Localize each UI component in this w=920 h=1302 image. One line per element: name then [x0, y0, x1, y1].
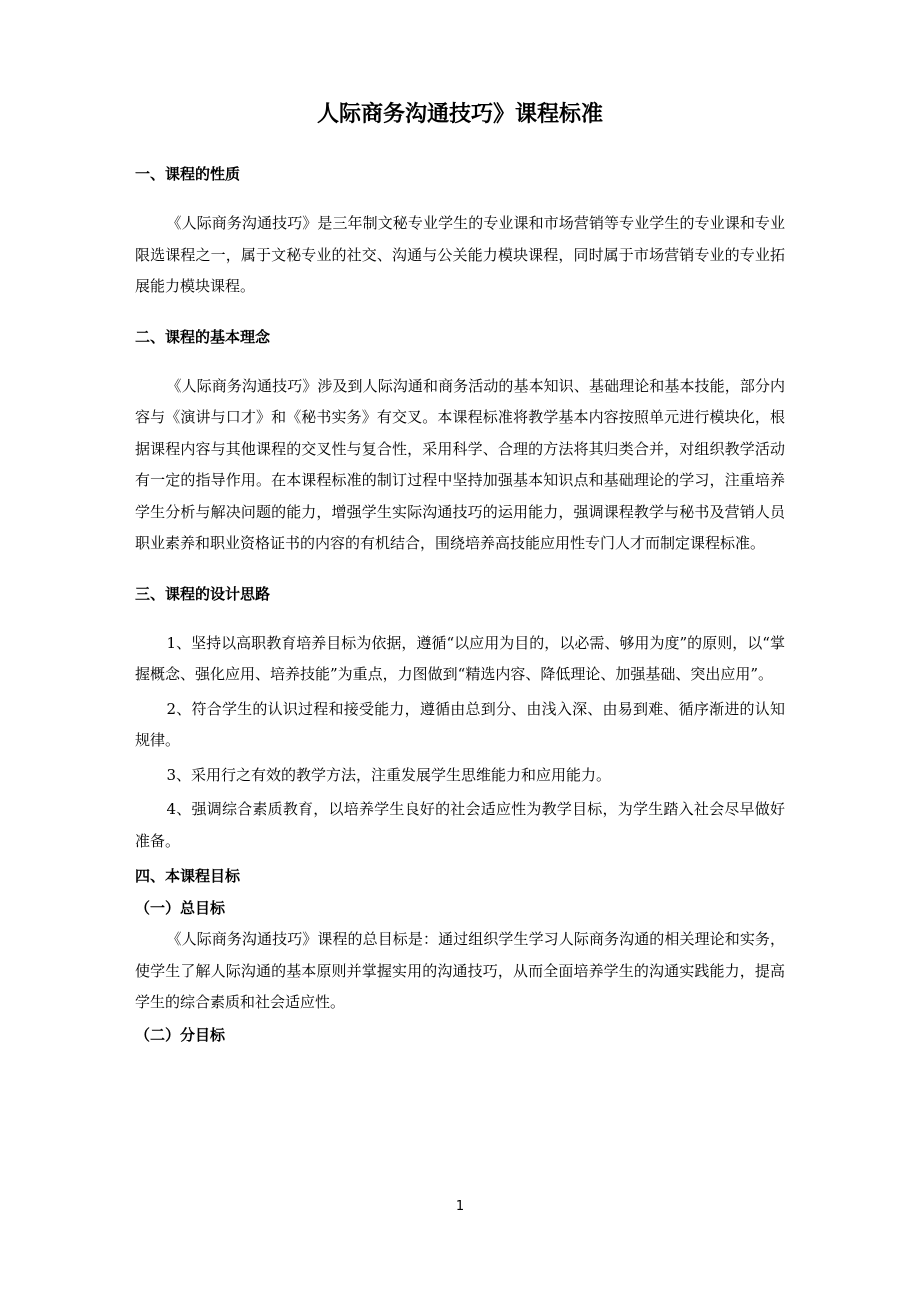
section-heading-goals: 四、本课程目标 — [135, 867, 241, 885]
paragraph-overall-goal: 《人际商务沟通技巧》课程的总目标是：通过组织学生学习人际商务沟通的相关理论和实务，使学生了解人际沟通的基本原则并掌握实用的沟通技巧，从而全面培养学生的沟通实践能力，提高学生的综合素质和社会适应性。 — [135, 930, 785, 1011]
section-heading-concept: 二、课程的基本理念 — [135, 327, 271, 346]
subheading-overall-goal: （一）总目标 — [135, 899, 226, 917]
design-item-2: 2、符合学生的认识过程和接受能力，遵循由总到分、由浅入深、由易到难、循序渐进的认知规律。 — [135, 699, 785, 749]
paragraph-nature: 《人际商务沟通技巧》是三年制文秘专业学生的专业课和市场营销等专业学生的专业课和专业限选课程之一，属于文秘专业的社交、沟通与公关能力模块课程，同时属于市场营销专业的专业拓展能力模块课程。 — [135, 214, 785, 295]
page-number: 1 — [455, 1199, 465, 1214]
design-item-4: 4、强调综合素质教育，以培养学生良好的社会适应性为教学目标，为学生踏入社会尽早做好准备。 — [135, 800, 785, 850]
design-item-3: 3、采用行之有效的教学方法，注重发展学生思维能力和应用能力。 — [166, 765, 612, 784]
section-heading-design: 三、课程的设计思路 — [135, 584, 271, 603]
section-heading-nature: 一、课程的性质 — [135, 165, 241, 183]
document-title: 人际商务沟通技巧》课程标准 — [316, 102, 603, 127]
design-item-1: 1、坚持以高职教育培养目标为依据，遵循“以应用为目的，以必需、够用为度”的原则，以“掌握概念、强化应用、培养技能”为重点，力图做到“精选内容、降低理论、加强基础、突出应用”。 — [135, 633, 785, 683]
document-body — [135, 158, 785, 1051]
paragraph-concept: 《人际商务沟通技巧》涉及到人际沟通和商务活动的基本知识、基础理论和基本技能，部分内容与《演讲与口才》和《秘书实务》有交叉。本课程标准将教学基本内容按照单元进行模块化，根据课程内容与其他课程的交叉性与复合性，采用科学、合理的方法将其归类合并，对组织教学活动有一定的指导作用。在本课程标准的制订过程中坚持加强基本知识点和基础理论的学习，注重培养学生分析与解决问题的能力，增强学生实际沟通技巧的运用能力，强调课程教学与秘书及营销人员职业素养和职业资格证书的内容的有机结合，围绕培养高技能应用性专门人才而制定课程标准。 — [135, 376, 785, 552]
subheading-sub-goals: （二）分目标 — [135, 1025, 226, 1044]
